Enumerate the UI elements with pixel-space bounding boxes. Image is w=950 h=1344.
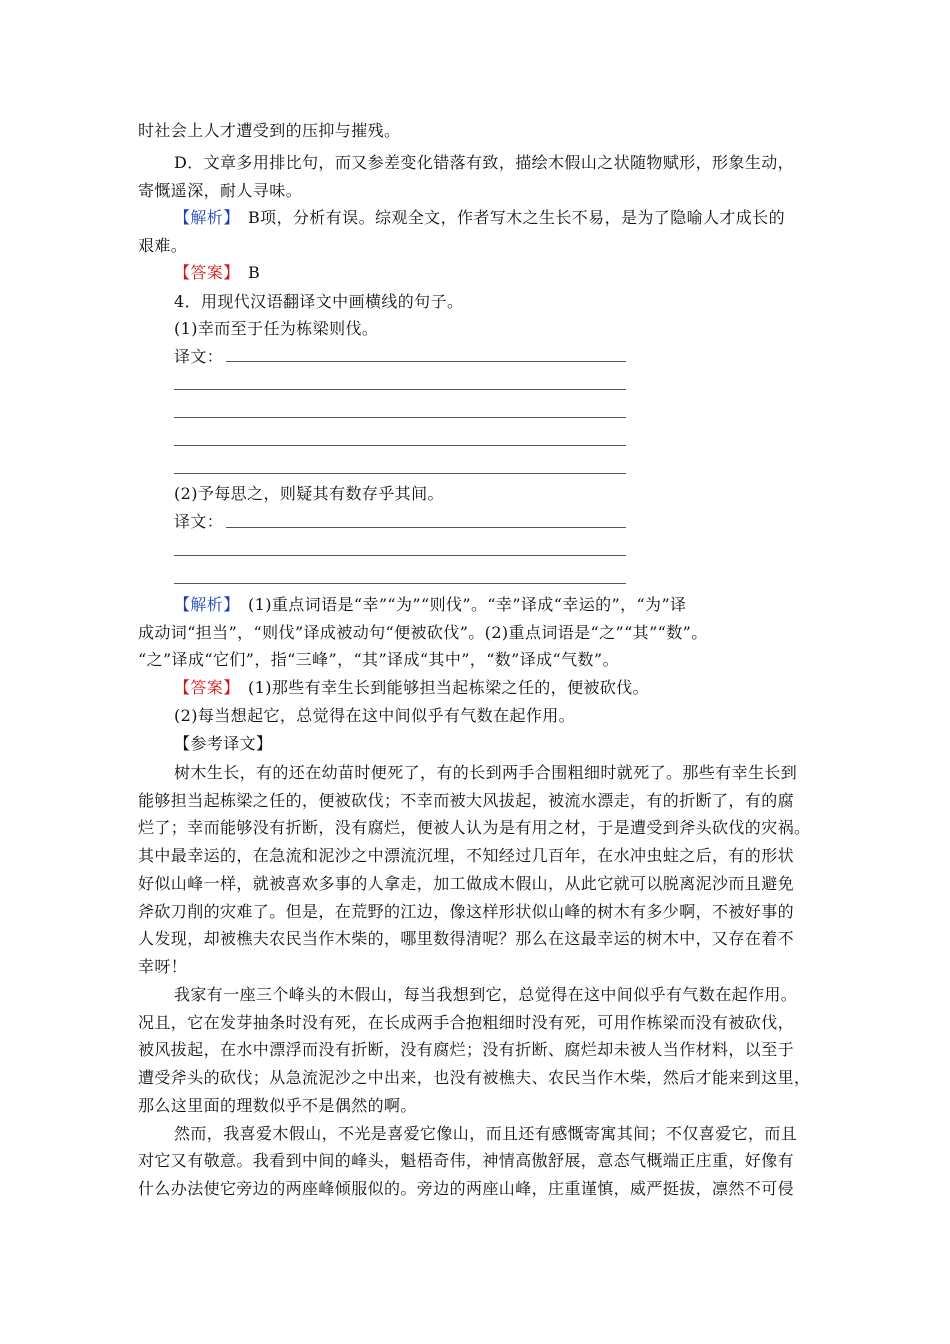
text-line: 成动词“担当”，“则伐”译成被动句“便被砍伐”。(2)重点词语是“之”“其”“数”。	[138, 623, 708, 642]
answer-tag: 【答案】	[174, 678, 232, 697]
paragraph-line: 人发现，却被樵夫农民当作木柴的，哪里数得清呢？那么在这最幸运的树木中，又存在着不	[138, 929, 795, 948]
text-line: 寄慨遥深，耐人寻味。	[138, 181, 303, 200]
answer-rule	[174, 417, 626, 418]
answer-text-2: (2)每当想起它，总觉得在这中间似乎有气数在起作用。	[174, 706, 576, 725]
paragraph-line: 好似山峰一样，就被喜欢多事的人拿走，加工做成木假山，从此它就可以脱离泥沙而且避免	[138, 874, 795, 893]
translation-label: 译文：	[174, 512, 224, 531]
paragraph-line: 那么这里面的理数似乎不是偶然的啊。	[138, 1096, 417, 1115]
paragraph-line: 遭受斧头的砍伐；从急流泥沙之中出来，也没有被樵夫、农民当作木柴，然后才能来到这里，	[138, 1068, 811, 1087]
answer-line	[174, 678, 854, 698]
question-4: 4．用现代汉语翻译文中画横线的句子。	[174, 292, 464, 311]
answer-rule	[174, 445, 626, 446]
text-line: 艰难。	[138, 236, 188, 255]
paragraph-line: 况且，它在发芽抽条时没有死，在长成两手合抱粗细时没有死，可用作栋梁而没有被砍伐，	[138, 1013, 795, 1032]
answer-rule	[174, 555, 626, 556]
reference-translation-heading: 【参考译文】	[174, 734, 273, 753]
paragraph-line: 其中最幸运的，在急流和泥沙之中漂流沉埋，不知经过几百年，在水冲虫蛀之后，有的形状	[138, 846, 795, 865]
answer-tag: 【答案】	[174, 263, 232, 282]
analysis-text: (1)重点词语是“幸”“为”“则伐”。“幸”译成“幸运的”，“为”译	[231, 595, 687, 614]
sentence-1: (1)幸而至于任为栋梁则伐。	[174, 319, 379, 338]
sentence-2: (2)予每思之，则疑其有数存乎其间。	[174, 484, 444, 503]
analysis-line	[174, 208, 854, 228]
text-line: “之”译成“它们”，指“三峰”，“其”译成“其中”，“数”译成“气数”。	[138, 650, 619, 669]
paragraph-line: 斧砍刀削的灾难了。但是，在荒野的江边，像这样形状似山峰的树木有多少啊，不被好事的	[138, 902, 795, 921]
paragraph-line: 幸呀！	[138, 957, 188, 976]
paragraph-line: 树木生长，有的还在幼苗时便死了，有的长到两手合围粗细时就死了。那些有幸生长到	[174, 763, 798, 782]
paragraph-line: 能够担当起栋梁之任的，便被砍伐；不幸而被大风拔起，被流水漂走，有的折断了，有的腐	[138, 791, 795, 810]
analysis-line	[174, 595, 854, 615]
answer-text: (1)那些有幸生长到能够担当起栋梁之任的，便被砍伐。	[231, 678, 650, 697]
analysis-tag: 【解析】	[174, 208, 232, 227]
answer-rule	[226, 527, 626, 528]
option-d: D．文章多用排比句，而又参差变化错落有致，描绘木假山之状随物赋形，形象生动，	[174, 153, 795, 172]
paragraph-line: 对它又有敬意。我看到中间的峰头，魁梧奇伟，神情高傲舒展，意态气概端正庄重，好像有	[138, 1151, 795, 1170]
answer-rule	[174, 473, 626, 474]
answer-rule	[174, 389, 626, 390]
paragraph-line: 然而，我喜爱木假山，不光是喜爱它像山，而且还有感慨寄寓其间；不仅喜爱它，而且	[174, 1124, 798, 1143]
paragraph-line: 烂了；幸而能够没有折断，没有腐烂，便被人认为是有用之材，于是遭受到斧头砍伐的灾祸。	[138, 818, 811, 837]
paragraph-line: 被风拔起，在水中漂浮而没有折断，没有腐烂；没有折断、腐烂却未被人当作材料，以至于	[138, 1040, 795, 1059]
answer-rule	[226, 361, 626, 362]
answer-rule	[174, 583, 626, 584]
answer-line	[174, 263, 854, 283]
text-line: 时社会上人才遭受到的压抑与摧残。	[138, 121, 401, 140]
analysis-tag: 【解析】	[174, 595, 232, 614]
paragraph-line: 我家有一座三个峰头的木假山，每当我想到它，总觉得在这中间似乎有气数在起作用。	[174, 985, 798, 1004]
analysis-text: B项，分析有误。综观全文，作者写木之生长不易，是为了隐喻人才成长的	[231, 208, 785, 227]
paragraph-line: 什么办法使它旁边的两座峰倾服似的。旁边的两座山峰，庄重谨慎，威严挺拔，凛然不可侵	[138, 1179, 795, 1198]
translation-label: 译文：	[174, 347, 224, 366]
answer-text: B	[231, 263, 261, 282]
